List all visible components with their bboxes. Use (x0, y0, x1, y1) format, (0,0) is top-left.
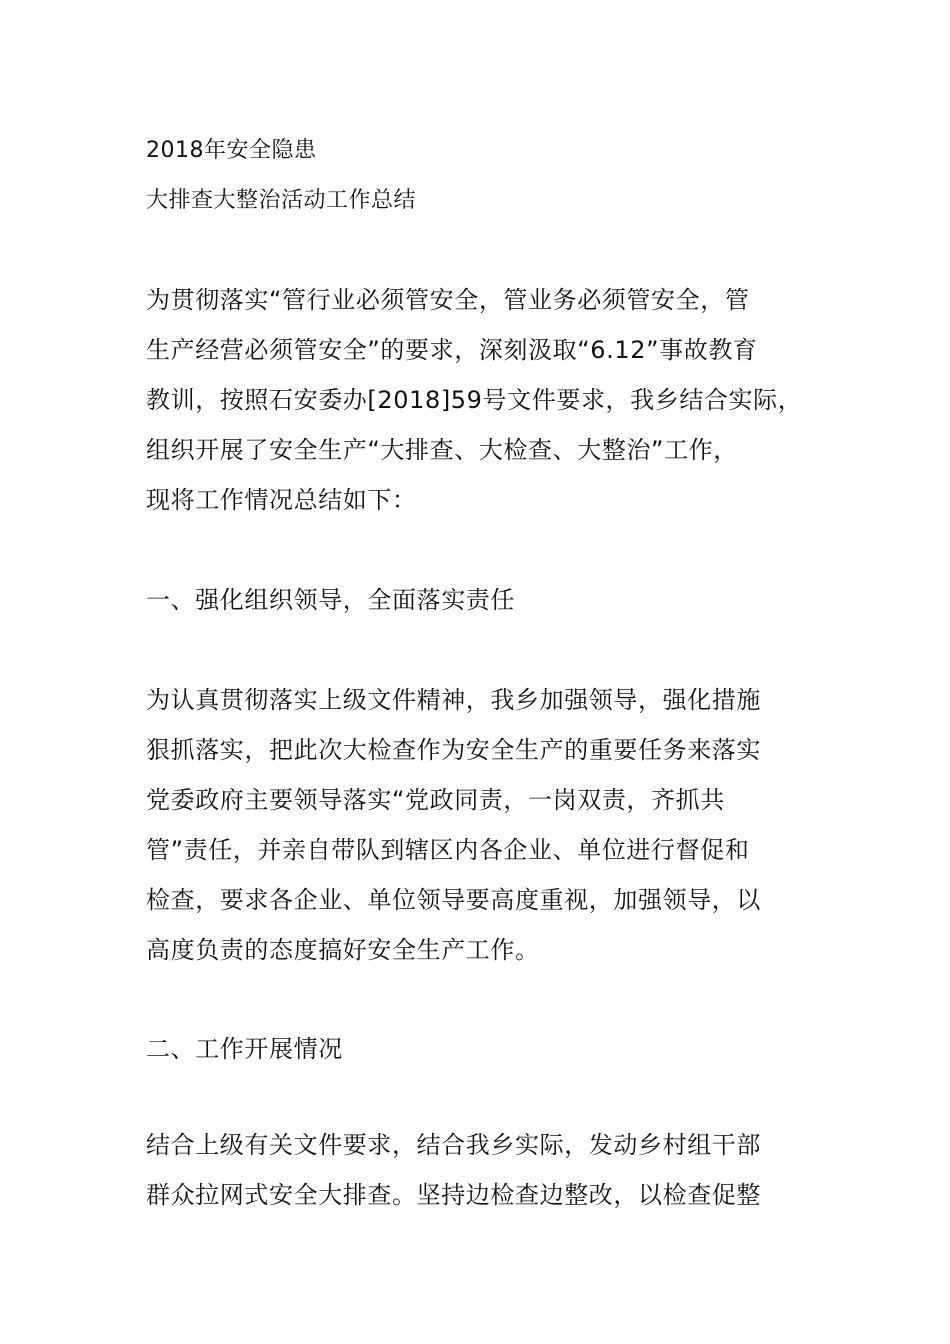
section-heading-2 (146, 1024, 811, 1074)
section-1-paragraph (146, 675, 811, 975)
paragraph-line: 现将工作情况总结如下： (146, 486, 417, 514)
document-title (146, 126, 811, 226)
paragraph-line: 狠抓落实，把此次大检查作为安全生产的重要任务来落实 (146, 736, 761, 764)
title-line: 2018年安全隐患 (146, 138, 317, 163)
paragraph-line: 生产经营必须管安全”的要求，深刻汲取“6.12”事故教育 (146, 336, 758, 364)
paragraph-line: 结合上级有关文件要求，结合我乡实际，发动乡村组干部 (146, 1131, 761, 1159)
intro-paragraph (146, 275, 811, 525)
paragraph-line: 高度负责的态度搞好安全生产工作。 (146, 936, 540, 964)
paragraph-line: 组织开展了安全生产“大排查、大检查、大整治”工作， (146, 436, 738, 464)
paragraph-line: 管”责任，并亲自带队到辖区内各企业、单位进行督促和 (146, 836, 750, 864)
paragraph-line: 教训，按照石安委办[2018]59号文件要求，我乡结合实际， (146, 386, 803, 414)
section-heading-1 (146, 575, 811, 625)
paragraph-line: 群众拉网式安全大排查。坚持边检查边整改，以检查促整 (146, 1181, 761, 1209)
paragraph-line: 为贯彻落实“管行业必须管安全，管业务必须管安全，管 (146, 286, 750, 314)
title-line: 大排查大整治活动工作总结 (146, 188, 417, 213)
paragraph-line: 检查，要求各企业、单位领导要高度重视，加强领导，以 (146, 886, 761, 914)
section-2-paragraph (146, 1120, 811, 1220)
paragraph-line: 为认真贯彻落实上级文件精神，我乡加强领导，强化措施 (146, 686, 761, 714)
paragraph-line: 党委政府主要领导落实“党政同责，一岗双责，齐抓共 (146, 786, 725, 814)
section-heading-text: 一、强化组织领导，全面落实责任 (146, 586, 515, 614)
section-heading-text: 二、工作开展情况 (146, 1035, 343, 1063)
